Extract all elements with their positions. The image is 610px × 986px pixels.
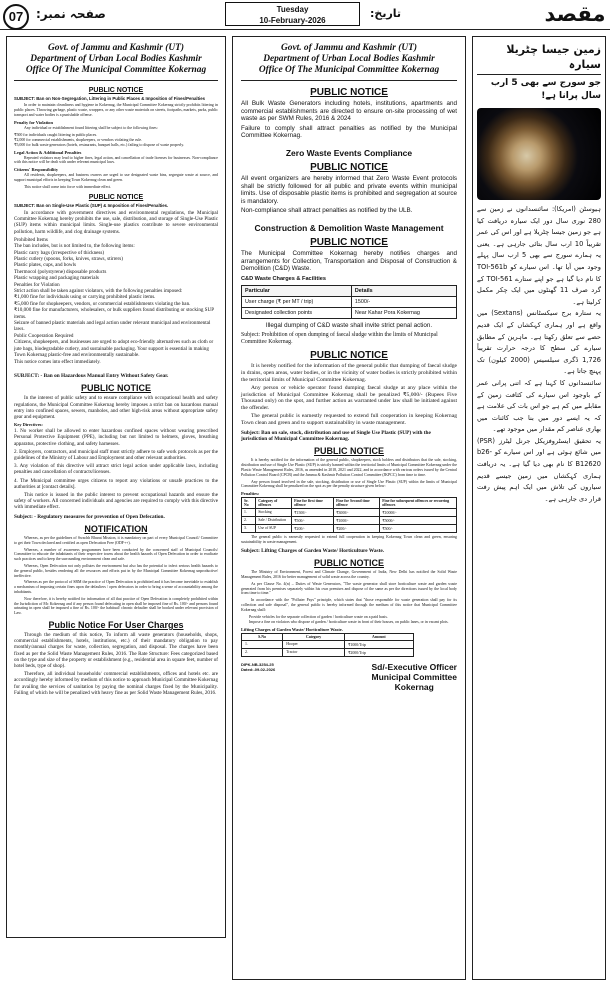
notice-manual-entry: SUBJECT: - Ban on Hazardous Manual Entry Without Safety Gear. PUBLIC NOTICE In the interest of public safety and to ensure compliance with occupational health and safety regulations, the Municipal Committee Kokernag hereby imposes a strict ban on hazardous manual entry into confined spaces, sewers, manholes, and other high-risk areas without appropriate safety gear and equipment. Key Directives: 1. No worker shall be allowed to enter hazardous confined spaces without wearing prescribed Personal Protective Equipment (PPE), including but not limited to helmets, gloves, breathing apparatus, protective clothing, and safety harnesses. 2. Employers, contractors, and municipal staff must strictly adhere to safe work protocols as per the guidelines of the Ministry of Labour and Employment and other relevant authorities. 3. Any violation of this directive will attract strict legal action under applicable laws, including penalties and cancellation of contracts/licenses. 4. The Municipal committee urges citizens to report any violations or unsafe practices to the authorities at [contact details]. This notice is issued in the public interest to prevent occupational hazards and ensure the safety of workers. All concerned individuals and agencies are required to comply with this directive with immediate effect. [14,372,218,511]
day: Tuesday [276,5,309,14]
notice-title: PUBLIC NOTICE [313,558,384,569]
notice-faecal-sludge: Subject: Prohibition of open dumping of faecal sludge within the limits of Municipal Committee Kokernag. PUBLIC NOTICE It is hereby notified for the information of the general public that dumping of faecal sludge in drains, open areas, water bodies, or in the vicinity of water bodies is strictly prohibited within the territorial limits of Municipal Committee Kokernag. Any person or vehicle operator found dumping faecal sludge at any place within the jurisdiction of Municipal Committee Kokernag shall be penalized ₹5,000/- (Rupees Five Thousand only) on the spot, and further action as warranted under law shall be initiated against the offender. The general public is earnestly requested to extend full cooperation in keeping Kokernag Town clean and green and to support sustainability in waste management. [241,332,457,427]
notice-title: PUBLIC NOTICE [88,87,144,94]
notice-subject: SUBJECT: Ban on Single-Use Plastic (SUP) & Imposition of Fines/Penalties. [14,202,169,208]
article-body: ہیوسٹن (امریکا): سائنسدانوں نے زمین سے 280 نوری سال دور ایک سیارہ دریافت کیا ہے جو زمین جیسا چٹریلا ہے اور اس کی عمر تقریباً 10 ارب سال بتائی جارہی ہے۔ یعنی یہ ہمارے سورج سے بھی 5 ارب سال پہلے وجود میں آیا تھا۔ اس سیارے کو TOI-561b کا نام دیا گیا ہے جو اپنے ستارے TOI-561 کے گرد صرف 11 گھنٹوں میں ایک چکر مکمل کرلیتا ہے۔ یہ ستارہ برج سیکسٹانس (Sextans) میں واقع ہے اور ہماری کہکشاں کے ایک قدیم حصے سے تعلق رکھتا ہے۔ ماہرین کے مطابق سیارے کی سطح کا درجہ حرارت تقریباً 1,726 ڈگری سیلسیس (2000 کیلون) تک پہنچ جاتا ہے۔ سائنسدانوں کا کہنا ہے کہ اتنی پرانی عمر کے باوجود اس سیارے کی کثافت زمین کے مقابلے میں کم ہے جو اس بات کی علامت ہے کہ یہ ایسے دور میں بنا جب کائنات میں بھاری عناصر کم مقدار میں موجود تھے۔ یہ تحقیق ایسٹروفزیکل جرنل لیٹرز (PSR) میں شائع ہوئی ہے اور اس سیارے کو b26-B12620 کا نام بھی دیا گیا ہے۔ یہ دریافت ہماری کہکشاں میں زمین جیسے قدیم سیاروں کی تلاش میں ایک اہم پیش رفت قرار دی جارہی ہے۔ [477,205,601,503]
headline: زمین جیسا چٹریلا سیارہ [477,42,601,75]
lifting-charges-table: S.No Category Amount 1. Hooper ₹1000/Trip 2. Tractor ₹2000/Trip [241,633,414,657]
urdu-news-column [472,36,606,980]
table-row: 1. Hooper ₹1000/Trip [242,640,414,648]
notice-title: PUBLIC NOTICE [310,236,388,248]
notice-title: PUBLIC NOTICE [310,87,388,98]
notice-littering: PUBLIC NOTICE SUBJECT: Ban on Non-Segregation, Littering in Public Places & Imposition of Fines/Penalties In order to maintain cleanliness and hygiene in Kokernag, the Municipal Committee Kokernag strictly prohibits littering in public places. Throwing garbage, plastic waste, wrappers, or any other waste materials on streets, footpaths, markets, parks, public transport and water bodies is a punishable offense. Penalty for Violation Any individual or establishment found littering shall be subject to the following fines: ₹500 for individuals caught littering in public places. ₹2,000 for commercial establishments, shopkeepers, or vendors violating the rule. ₹5,000 for bulk waste generators (hotels, restaurants, banquet halls, etc.) failing to dispose of waste properly. Legal Action & Additional Penalties Repeated violators may lead to higher fines, legal action, and cancellation of trade licenses for businesses. Non-compliance with this notice will be dealt with under relevant municipal laws. Citizens' Responsibility All residents, shopkeepers, and business owners are urged to use designated waste bins, segregate waste at source, and support municipal efforts in keeping Town Kokernag clean and green. This notice shall come into force with immediate effect. [14,87,218,189]
page-number: 07 [3,4,29,30]
notice-title: PUBLIC NOTICE [313,446,384,457]
divider [241,80,457,81]
newspaper-logo: مقصد [544,2,606,26]
notice-bulk-waste: PUBLIC NOTICE All Bulk Waste Generators including hotels, institutions, apartments and commercial establishments are directed to ensure on-site processing of wet waste as per SWM Rules, 2016 & 2024 Failure to comply shall attract penalties as notified by the Municipal Committee Kokernag. [241,87,457,140]
middle-notice-column [232,36,466,980]
date-label: تاریخ: [370,7,402,20]
notice-title: Public Notice For User Charges [48,619,184,630]
notice-subject: Subject: Lifting Charges of Garden Waste/ Horticulture Waste. [241,547,385,554]
notice-title: NOTIFICATION [84,523,148,534]
table-row: 2. Sale / Distribution ₹500/- ₹1000/- ₹5000/- [242,517,457,525]
signatory: Sd/-Executive Officer Municipal Committee Kokernag [371,661,457,692]
table-row: 2. Tractor ₹2000/Trip [242,648,414,656]
dipr-reference: DIPK-NB-3254-25 Dated:-09-02-2026 [241,661,276,672]
government-header: Govt. of Jammu and Kashmir (UT) Department of Urban Local Bodies Kashmir Office Of The Municipal Committee Kokernag [25,43,207,75]
notice-open-defecation: Subject: - Regulatory measures for prevention of Open Defecation. NOTIFICATION Whereas, as per the guidelines of Swachh Bharat Mission, it is mandatory on part of every Municipal Council/ Committee to get their Town declared and certified as open Defecation Free (ODF++). Whereas, a number of awareness programmes have been conducted by the concerned staff of Municipal Councils/ Committee to educate the inhabitants of their respective towns about the health hazards of Open Defecation in order to eradicate such practices and to keep the surrounding environment clean and safe. Whereas, Open Defecation not only pollutes the environment but also has the potential to infect serious health hazards to the general public, besides rendering all the resources and efforts put in by the Municipal Committee Kokernag unproductive/ ineffective. Whereas as per the protocol of SBM the practice of Open Defecation is prohibited and it has become inevitable to establish a mechanism of imposing certain fines upon the defaulters / open defecators in order to bring a sense of accountability among the inhabitants. Now therefore, it is hereby notified for information of all that practice of Open Defecation is completely prohibited within the Jurisdiction of Mc Kokernag and if any person found defecating in open shall be imposed fine of Rs. 100/- and persons found urinating in open shall be imposed a fine of Rs. 100/- the habitual/ chronic defaulter shall be booked under relevant provision of Law. [14,513,218,616]
planet-image [477,108,601,200]
notice-subject: SUBJECT: Ban on Non-Segregation, Littering in Public Places & Imposition of Fines/Penalties [14,96,205,101]
government-header: Govt. of Jammu and Kashmir (UT) Department of Urban Local Bodies Kashmir Office Of The Municipal Committee Kokernag [258,43,440,75]
notice-title: PUBLIC NOTICE [88,193,144,201]
notice-cd-waste: Construction & Demolition Waste Management PUBLIC NOTICE The Municipal Committee Kokernag hereby notifies charges and arrangements for Collection, Transportation and Disposal of Construction & Demolition (C&D) Waste. C&D Waste Charges & Facilities Particular Details User charge (₹ per MT / trip) 1500/- Designated collection points Near Kahar Pora Kokernag Illegal dumping of C&D waste shall invite strict penal action. [241,222,457,329]
notice-single-use-plastic: PUBLIC NOTICE SUBJECT: Ban on Single-Use Plastic (SUP) & Imposition of Fines/Penalties. In accordance with government directives and environmental regulations, the Municipal Committee Kokernag hereby prohibits the use, sale, distribution, and storage of Single-Use Plastic (SUP) items within municipal limits. Single-use plastics contribute to severe environmental pollution, harm wildlife, and clog drainage systems. Prohibited Items The ban includes, but is not limited to, the following items: Plastic carry bags (irrespective of thickness) Plastic cutlery (spoons, forks, knives, straws, stirrers) Plastic plates, cups, and bowls Thermocol (polystyrene) disposable products Plastic wrapping and packaging materials Penalties for Violation Strict action shall be taken against violators, with the following penalties imposed: ₹1,000 fine for individuals using or carrying prohibited plastic items. ₹5,000 fine for shopkeepers, vendors, or commercial establishments violating the ban. ₹10,000 fine for manufacturers, wholesalers, or bulk suppliers found distributing or stocking SUP items. Seizure of banned plastic materials and legal action under relevant municipal and environmental laws. Public Cooperation Required Citizens, shopkeepers, and businesses are urged to adopt eco-friendly alternatives such as cloth or jute bags, biodegradable cutlery, and sustainable packaging. Your support is essential in making Town Kokernag plastic-free and environmentally sustainable. This notice comes into effect immediately. [14,193,218,365]
penalty-table: Sr. No Category of offences Fine for first time offence Fine for Second time offence Fine for subsequent offences or recurring offences 1. Stocking ₹1500/- ₹3000/- ₹10000/- 2. Sale / Distribution ₹500/- ₹1000/- ₹5000/- 3. Use of SUP ₹200/- ₹200/- ₹500/- [241,497,457,533]
left-notice-column [6,36,226,938]
notice-subject: Subject: Prohibition of open dumping of faecal sludge within the limits of Municipal Committee Kokernag. [241,332,438,346]
notice-sup-ban: Subject: Ban on sale, stock, distribution and use of Single Use Plastic (SUP) with the jurisdiction of Municipal Committee Kokernag. PUBLIC NOTICE It is hereby notified for the information of the general public, shopkeepers, stock holders and distributors that the sale, stocking, distribution and use of Single Use Plastic (SUP) is strictly banned within the territorial limits of Municipal Committee Kokernag under the Plastic Waste Management Rules, 2016, as amended in 2018, 2021 and 2022, and in accordance with various orders issued by the Central Pollution Control Board (CPCB) and the Jammu & Kashmir Pollution Control Committee (JKPCC) from time to time. Any person found involved in the sale, stocking, distribution or use of Single Use Plastic (SUP) within the limits of Municipal Committee Kokernag shall be penalized on the spot as per the penalty structure given below: Penalties: Sr. No Category of offences Fine for first time offence Fine for Second time offence Fine for subsequent offences or recurring offences 1. Stocking ₹1500/- ₹3000/- ₹10000/- 2. Sale / Distribution ₹500/- ₹1000/- ₹5000/- 3. Use of SUP ₹200/- ₹200/- ₹500/- The general public is earnestly requested to extend full cooperation in keeping Kokernag Town clean and green, ensuring sustainability in waste management. [241,429,457,545]
divider [14,80,218,81]
table-row: Designated collection points Near Kahar Pora Kokernag [242,307,457,318]
notice-user-charges: Public Notice For User Charges Through the medium of this notice, To inform all waste generators (households, shops, commercial establishments, hotels, institutions, etc.) of their mandatory obligation to pay monthly/annual charges for waste, collection, segregation, and disposal. The charges have been fixed as per the Solid Waste Management Rules, 2016. The Rate Structure: Fees categorized based on the type and size of the property or establishment (e.g., residential area in square feet, number of hotel beds, type of shop). Therefore, all individual households/ commercial establishments, offices and hotels etc. are accordingly hereby informed by medium of this notice to approach Municipal Committee Kokernag for availing the services of sanitation by paying the nominal charges fixed by the Municipality. Failing of which he will be penalized with heavy fine as per Solid Waste Management Rules, 2016. [14,619,218,696]
date-box [225,2,360,26]
notice-footer [241,662,457,692]
table-row: 1. Stocking ₹1500/- ₹3000/- ₹10000/- [242,509,457,517]
section-heading: Construction & Demolition Waste Management [254,222,444,233]
notice-title: PUBLIC NOTICE [310,161,388,173]
date: 10-February-2026 [259,16,326,25]
notice-zero-waste-events: Zero Waste Events Compliance PUBLIC NOTICE All event organizers are hereby informed that Zero Waste Event protocols shall be strictly followed for all public and private events within municipal limits. Use of disposable plastic items is prohibited and segregation at source is mandatory. Non-compliance shall attract penalties as notified by the ULB. [241,147,457,215]
notice-garden-waste: Subject: Lifting Charges of Garden Waste/ Horticulture Waste. PUBLIC NOTICE The Ministry of Environment, Forest and Climate Change, Government of India, New Delhi has notified the Solid Waste Management Rules, 2016 for better management of solid waste across the country. As per Clause No. 4(n) – Duties of Waste Generators, "The waste generator shall store horticulture waste and garden waste generated from his premises separately within his own premises and dispose of the same as per the directions issued by the local body from time to time." In accordance with the "Polluter Pays" principle, which states that "those responsible for waste generation shall pay for its collection and safe disposal", the general public is hereby informed through the medium of this notice that Municipal Committee Kokernag shall: Provide vehicles for the separate collection of garden / horticulture waste on a paid basis. Impose a fine on violators who dispose of garden / horticulture waste in front of their houses, on public lanes, or in vacant plots. Lifting Charges of Garden Waste/ Horticulture Waste. S.No Category Amount 1. Hooper ₹1000/Trip 2. Tractor ₹2000/Trip [241,547,457,655]
notice-title: PUBLIC NOTICE [80,383,151,394]
notice-subject: SUBJECT: - Ban on Hazardous Manual Entry Without Safety Gear. [14,372,169,379]
notice-subject: Subject: Ban on sale, stock, distribution and use of Single Use Plastic (SUP) with the jurisdiction of Municipal Committee Kokernag. [241,429,431,443]
section-heading: Zero Waste Events Compliance [285,147,413,158]
notice-subject: Subject: - Regulatory measures for prevention of Open Defecation. [14,513,165,520]
masthead [0,0,610,30]
page-label: صفحہ نمبر: [36,7,106,21]
notice-title: PUBLIC NOTICE [310,350,388,362]
table-row: 3. Use of SUP ₹200/- ₹200/- ₹500/- [242,525,457,533]
cd-charges-table: Particular Details User charge (₹ per MT / trip) 1500/- Designated collection points Near Kahar Pora Kokernag [241,285,457,319]
sub-headline: جو سورج سے بھی 5 ارب سال پرانا ہے! [490,78,601,101]
table-row: User charge (₹ per MT / trip) 1500/- [242,296,457,307]
